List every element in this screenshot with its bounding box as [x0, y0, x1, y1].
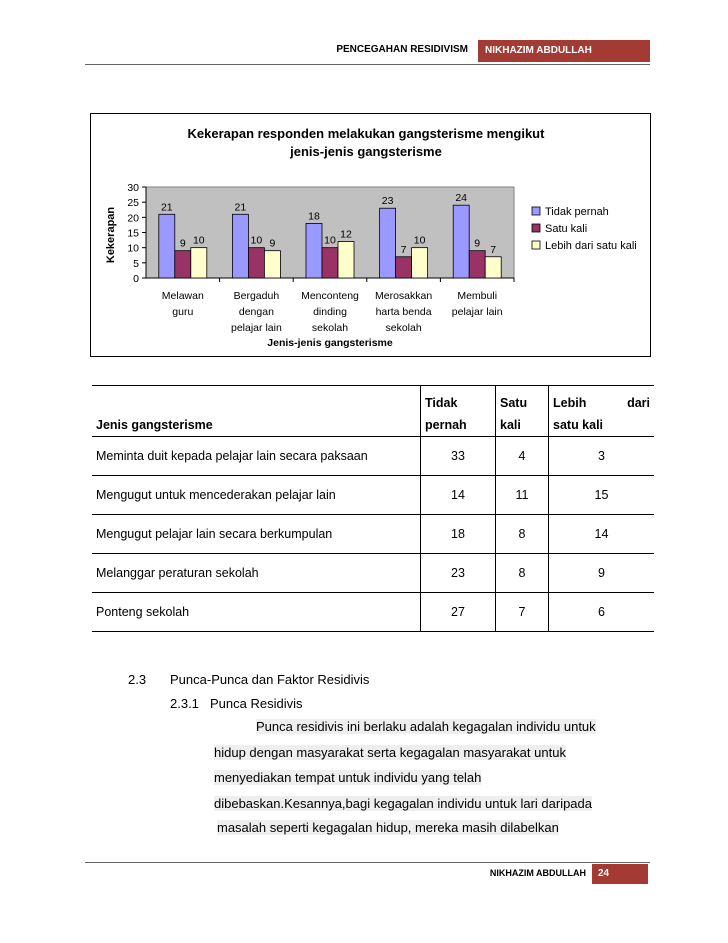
x-tick-label: harta benda [375, 306, 432, 318]
legend-swatch [532, 224, 540, 232]
x-tick-label: Melawan [161, 290, 204, 302]
header-lebih-dari-satu-kali: Lebih dari satu kali [549, 386, 655, 437]
x-tick-label: pelajar lain [231, 322, 282, 334]
header-title: PENCEGAHAN RESIDIVISM [336, 44, 468, 55]
table-row [92, 437, 654, 476]
table-row [92, 593, 654, 632]
x-tick-label: guru [172, 306, 194, 318]
data-label: 9 [474, 237, 481, 250]
y-tick-label: 15 [127, 227, 139, 240]
section-title: Punca-Punca dan Faktor Residivis [170, 672, 370, 687]
y-tick-label: 25 [127, 197, 139, 210]
row-lebih-dari-satu-kali: 3 [549, 437, 655, 476]
body-line-4: dibebaskan.Kesannya,bagi kegagalan individu untuk lari daripada [214, 796, 592, 811]
row-tidak-pernah: 33 [421, 437, 496, 476]
legend-entry: Lebih dari satu kali [545, 240, 637, 252]
table-row [92, 554, 654, 593]
x-tick-label: pelajar lain [451, 306, 503, 318]
data-label: 23 [381, 195, 394, 208]
row-label: Meminta duit kepada pelajar lain secara paksaan [92, 437, 421, 476]
data-label: 12 [340, 228, 352, 241]
y-tick-label: 5 [133, 257, 139, 270]
data-label: 10 [413, 234, 426, 247]
gangsterism-table [92, 385, 654, 632]
legend-entry: Satu kali [545, 223, 588, 235]
header-type: Jenis gangsterisme [92, 386, 421, 437]
row-satu-kali: 11 [496, 476, 549, 515]
data-label: 9 [179, 237, 186, 250]
y-tick-label: 10 [127, 242, 139, 255]
data-label: 21 [160, 201, 173, 214]
data-label: 18 [308, 210, 320, 223]
bar [248, 248, 264, 278]
chart-container [90, 113, 651, 357]
subsection-title: Punca Residivis [210, 696, 303, 711]
page-header [310, 40, 650, 62]
header-satu-kali: Satu kali [496, 386, 549, 437]
bar [453, 205, 469, 278]
row-satu-kali: 7 [496, 593, 549, 632]
bar [159, 214, 175, 278]
legend-entry: Tidak pernah [545, 206, 609, 218]
bar [191, 248, 207, 278]
x-tick-label: Merosakkan [374, 290, 433, 302]
body-line-1: Punca residivis ini berlaku adalah kegagalan individu untuk [256, 719, 596, 734]
subsection-number: 2.3.1 [170, 696, 199, 711]
x-tick-label: sekolah [385, 322, 422, 334]
legend-swatch [532, 241, 540, 249]
footer-rule [85, 862, 650, 863]
bar [380, 208, 396, 278]
chart-title-line-2: jenis-jenis gangsterisme [290, 144, 442, 159]
x-tick-label: dengan [238, 306, 274, 318]
y-tick-label: 0 [133, 273, 139, 285]
table-header-row [92, 386, 654, 437]
footer-author: NIKHAZIM ABDULLAH [489, 868, 586, 878]
row-satu-kali: 4 [496, 437, 549, 476]
row-tidak-pernah: 14 [421, 476, 496, 515]
bar [232, 214, 248, 278]
legend-swatch [532, 207, 540, 215]
header-rule [85, 64, 650, 65]
bar [396, 257, 412, 278]
page-number: 24 [592, 864, 648, 884]
row-lebih-dari-satu-kali: 9 [549, 554, 655, 593]
table-row [92, 515, 654, 554]
data-label: 7 [490, 243, 497, 256]
row-lebih-dari-satu-kali: 14 [549, 515, 655, 554]
bar [264, 251, 280, 278]
row-tidak-pernah: 27 [421, 593, 496, 632]
row-tidak-pernah: 23 [421, 554, 496, 593]
bar [469, 251, 485, 278]
chart-title-line-1: Kekerapan responden melakukan gangsterisme mengikut [187, 126, 545, 141]
y-axis-label: Kekerapan [105, 206, 117, 264]
data-label: 10 [324, 234, 336, 247]
bar [322, 248, 338, 278]
row-label: Ponteng sekolah [92, 593, 421, 632]
bar [306, 223, 322, 278]
data-label: 10 [250, 234, 263, 247]
bar [175, 251, 191, 278]
body-line-2: hidup dengan masyarakat serta kegagalan masyarakat untuk [214, 745, 566, 760]
data-label: 21 [234, 201, 247, 214]
data-label: 24 [455, 192, 468, 205]
y-tick-label: 30 [127, 182, 139, 194]
header-author-box: NIKHAZIM ABDULLAH [478, 40, 650, 62]
body-line-5: masalah seperti kegagalan hidup, mereka masih dilabelkan [217, 820, 559, 835]
x-axis-label: Jenis-jenis gangsterisme [267, 337, 393, 349]
row-label: Mengugut pelajar lain secara berkumpulan [92, 515, 421, 554]
x-tick-label: sekolah [311, 322, 349, 334]
data-label: 7 [400, 243, 407, 256]
bar-chart [91, 114, 650, 356]
bar [485, 257, 501, 278]
row-tidak-pernah: 18 [421, 515, 496, 554]
x-tick-label: dinding [313, 306, 347, 318]
y-tick-label: 20 [127, 212, 139, 225]
section-number: 2.3 [128, 672, 147, 687]
row-label: Mengugut untuk mencederakan pelajar lain [92, 476, 421, 515]
body-line-3: menyediakan tempat untuk individu yang telah [214, 770, 482, 785]
x-tick-label: Bergaduh [233, 290, 280, 302]
x-tick-label: Menconteng [301, 290, 359, 302]
row-lebih-dari-satu-kali: 15 [549, 476, 655, 515]
row-satu-kali: 8 [496, 515, 549, 554]
row-lebih-dari-satu-kali: 6 [549, 593, 655, 632]
header-tidak-pernah: Tidak pernah [421, 386, 496, 437]
bar [412, 248, 428, 278]
bar [338, 242, 354, 278]
row-satu-kali: 8 [496, 554, 549, 593]
row-label: Melanggar peraturan sekolah [92, 554, 421, 593]
data-label: 9 [269, 237, 276, 250]
table-row [92, 476, 654, 515]
data-label: 10 [192, 234, 205, 247]
x-tick-label: Membuli [457, 290, 498, 302]
